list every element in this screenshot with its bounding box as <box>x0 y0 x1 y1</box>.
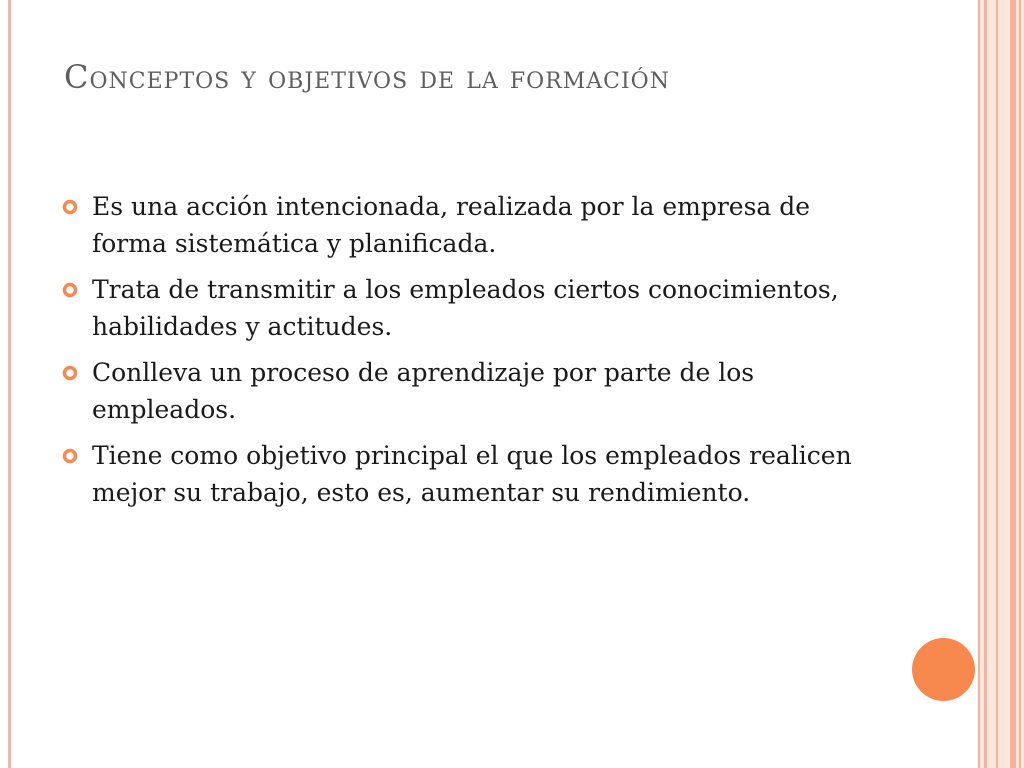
right-stripe <box>978 0 980 768</box>
slide-title: Conceptos y objetivos de la formación <box>64 58 670 96</box>
ring-bullet-icon <box>62 282 78 298</box>
bullet-text: Trata de transmitir a los empleados ciertos conocimientos, habilidades y actitudes. <box>92 275 839 341</box>
ring-bullet-icon <box>62 448 78 464</box>
bullet-item <box>60 354 880 428</box>
ring-bullet-icon <box>62 199 78 215</box>
bullet-item <box>60 271 880 345</box>
bullet-list <box>60 188 880 520</box>
right-stripe <box>1010 0 1016 768</box>
right-stripe <box>1019 0 1021 768</box>
left-border-rule <box>8 0 11 768</box>
bullet-text: Es una acción intencionada, realizada por la empresa de forma sistemática y planificada. <box>92 192 811 258</box>
bullet-item <box>60 188 880 262</box>
right-stripe <box>996 0 998 768</box>
accent-circle <box>912 638 975 701</box>
bullet-text: Tiene como objetivo principal el que los empleados realicen mejor su trabajo, esto es, aumentar su rendimiento. <box>92 441 852 507</box>
ring-bullet-icon <box>62 365 78 381</box>
bullet-text: Conlleva un proceso de aprendizaje por parte de los empleados. <box>92 358 755 424</box>
bullet-item <box>60 437 880 511</box>
right-stripe <box>984 0 987 768</box>
